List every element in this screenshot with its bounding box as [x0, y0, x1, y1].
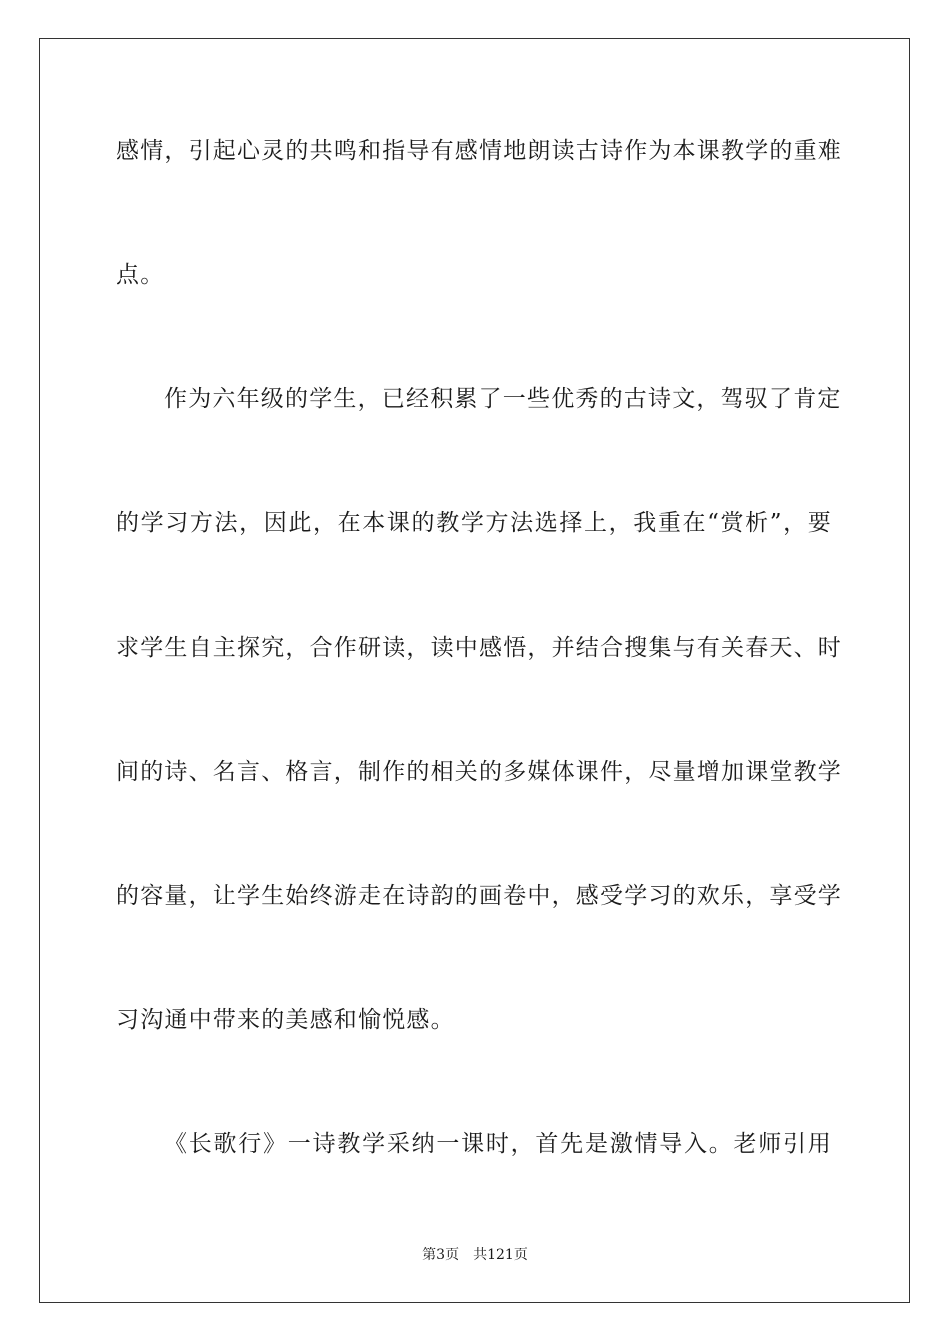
page-total: 共121页: [473, 1247, 528, 1263]
text-line-4: 的学习方法，因此，在本课的教学方法选择上，我重在“赏析”，要: [116, 510, 832, 536]
text-line-9: 《长歌行》一诗教学采纳一课时，首先是激情导入。老师引用: [164, 1131, 832, 1157]
page-border: [39, 38, 910, 1303]
text-line-1: 感情，引起心灵的共鸣和指导有感情地朗读古诗作为本课教学的重难: [116, 138, 842, 164]
page-footer: [0, 1246, 950, 1264]
page-number: 第3页: [422, 1247, 460, 1263]
text-line-8: 习沟通中带来的美感和愉悦感。: [116, 1007, 455, 1033]
text-line-6: 间的诗、名言、格言，制作的相关的多媒体课件，尽量增加课堂教学: [116, 759, 842, 785]
text-line-5: 求学生自主探究，合作研读，读中感悟，并结合搜集与有关春天、时: [116, 635, 842, 661]
text-line-2: 点。: [116, 262, 165, 288]
text-line-7: 的容量，让学生始终游走在诗韵的画卷中，感受学习的欢乐，享受学: [116, 883, 842, 909]
text-line-3: 作为六年级的学生，已经积累了一些优秀的古诗文，驾驭了肯定: [164, 386, 842, 412]
